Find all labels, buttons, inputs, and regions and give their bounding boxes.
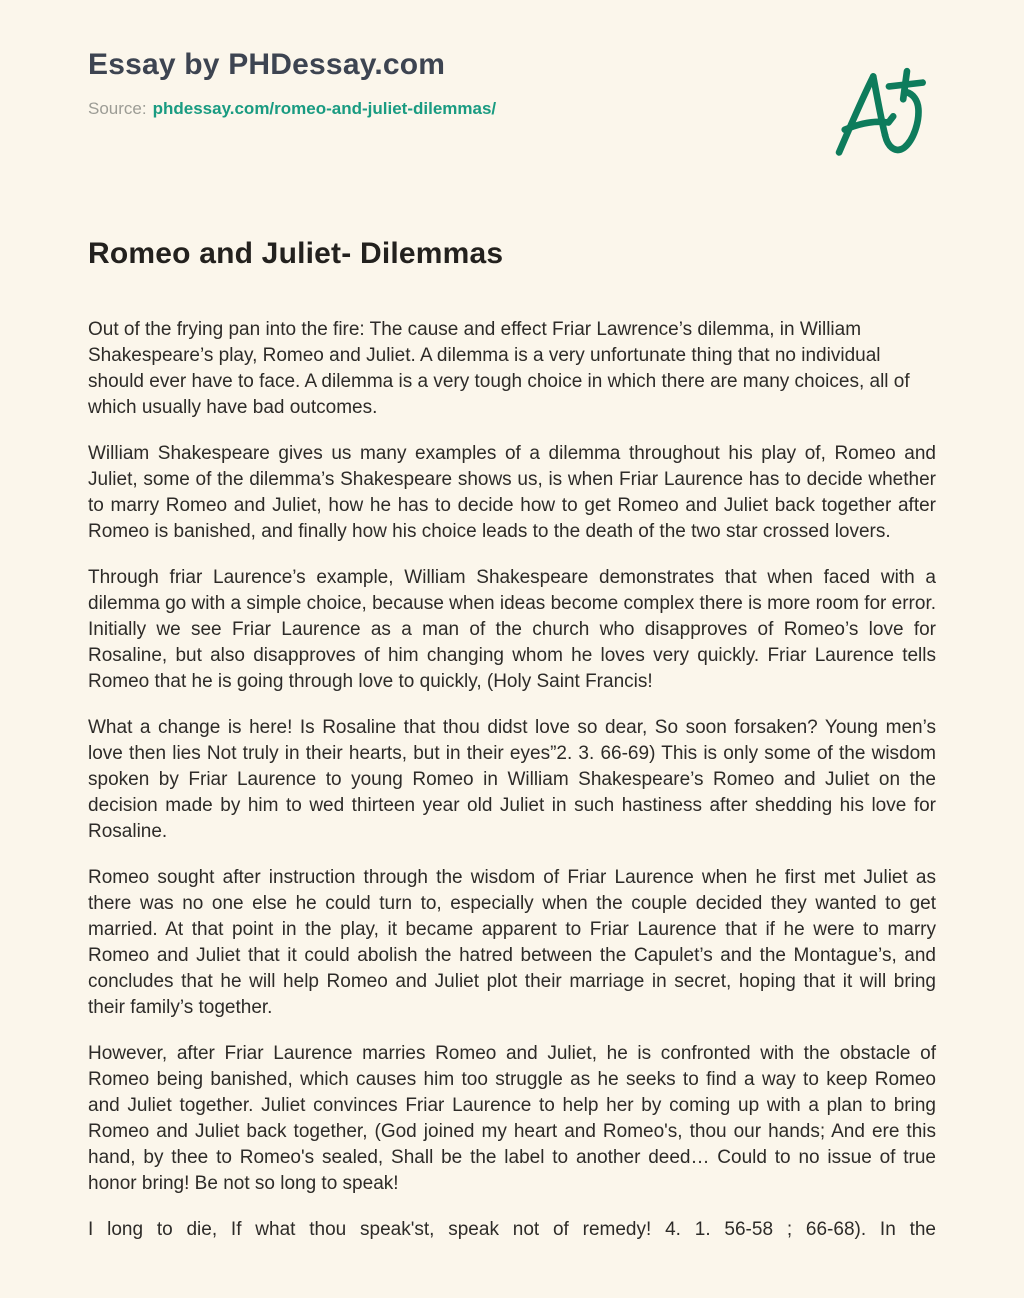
essay-body xyxy=(88,317,936,1243)
essay-title: Romeo and Juliet- Dilemmas xyxy=(88,237,504,270)
source-label: Source: xyxy=(88,99,147,118)
essay-paragraph-4: What a change is here! Is Rosaline that thou didst love so dear, So soon forsaken? Young men’s love then lies Not truly in their hearts, but in their eyes”2. 3. 66-69) This is only some of the wisdom spoken by Friar Laurence to young Romeo in William Shakespeare’s Romeo and Juliet on the decision made by him to wed thirteen year old Juliet in such hastiness after shedding his love for Rosaline. xyxy=(88,717,936,842)
essay-paragraph-5: Romeo sought after instruction through the wisdom of Friar Laurence when he first met Juliet as there was no one else he could turn to, especially when the couple decided they wanted to get married. At that point in the play, it became apparent to Friar Laurence that if he were to marry Romeo and Juliet that it could abolish the hatred between the Capulet’s and the Montague’s, and concludes that he will help Romeo and Juliet plot their marriage in secret, hoping that it will bring their family’s together. xyxy=(88,867,936,1018)
essay-paragraph-2: William Shakespeare gives us many examples of a dilemma throughout his play of, Romeo and Juliet, some of the dilemma’s Shakespeare shows us, is when Friar Laurence has to decide whether to marry Romeo and Juliet, how he has to decide how to get Romeo and Juliet back together after Romeo is banished, and finally how his choice leads to the death of the two star crossed lovers. xyxy=(88,443,936,542)
a-plus-logo-icon xyxy=(828,66,928,161)
essay-paragraph-7-truncated: I long to die, If what thou speak'st, speak not of remedy! 4. 1. 56-58 ; 66-68). In the xyxy=(88,1219,936,1240)
site-title: Essay by PHDessay.com xyxy=(88,48,446,81)
source-link[interactable]: phdessay.com/romeo-and-juliet-dilemmas/ xyxy=(152,99,497,118)
essay-paragraph-6: However, after Friar Laurence marries Romeo and Juliet, he is confronted with the obstacle of Romeo being banished, which causes him too struggle as he seeks to find a way to keep Romeo and Juliet together. Juliet convinces Friar Laurence to help her by coming up with a plan to bring Romeo and Juliet back together, (God joined my heart and Romeo's, thou our hands; And ere this hand, by thee to Romeo's sealed, Shall be the label to another deed… Could to no issue of true honor bring! Be not so long to speak! xyxy=(88,1043,936,1194)
essay-paragraph-1: Out of the frying pan into the fire: The cause and effect Friar Lawrence’s dilemma, in William Shakespeare’s play, Romeo and Juliet. A dilemma is a very unfortunate thing that no individual should ever have to face. A dilemma is a very tough choice in which there are many choices, all of which usually have bad outcomes. xyxy=(88,319,910,418)
source-line xyxy=(88,98,496,120)
essay-paragraph-3: Through friar Laurence’s example, William Shakespeare demonstrates that when faced with a dilemma go with a simple choice, because when ideas become complex there is more room for error. Initially we see Friar Laurence as a man of the church who disapproves of Romeo’s love for Rosaline, but also disapproves of him changing whom he loves very quickly. Friar Laurence tells Romeo that he is going through love to quickly, (Holy Saint Francis! xyxy=(88,567,936,692)
header-text-block xyxy=(88,48,496,120)
page-header xyxy=(88,0,936,161)
